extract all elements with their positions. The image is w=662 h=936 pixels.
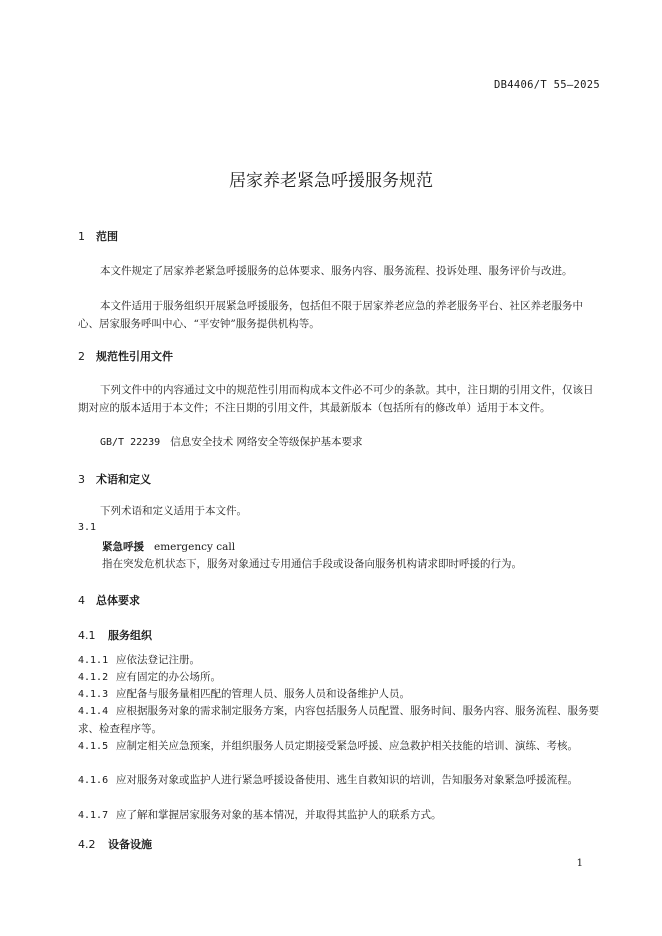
clause-text: 应制定相关应急预案，并组织服务人员定期接受紧急呼援、应急救护相关技能的培训、演练、考核。 (116, 740, 578, 752)
section-1-paragraph-1: 本文件规定了居家养老紧急呼援服务的总体要求、服务内容、服务流程、投诉处理、服务评价与改进。 (100, 265, 573, 277)
term-chinese: 紧急呼援 (102, 541, 144, 553)
section-1-paragraph-2: 本文件适用于服务组织开展紧急呼援服务，包括但不限于居家养老应急的养老服务平台、社区养老服务中心、居家服务呼叫中心、“平安钟”服务提供机构等。 (78, 300, 583, 330)
clause-text: 应了解和掌握居家服务对象的基本情况，并取得其监护人的联系方式。 (116, 809, 442, 821)
reference-code: GB/T 22239 (100, 437, 161, 448)
section-title: 术语和定义 (96, 473, 151, 486)
clause-number: 4.1.2 (78, 672, 109, 683)
section-2-paragraph-1: 下列文件中的内容通过文中的规范性引用而构成本文件必不可少的条款。其中，注日期的引用文件，仅该日期对应的版本适用于本文件；不注日期的引用文件，其最新版本（包括所有的修改单）适用于本文件。 (78, 384, 594, 414)
subsection-number: 4.2 (78, 838, 96, 851)
section-number: 4 (78, 594, 85, 607)
subsection-4-1-heading (78, 627, 152, 643)
clause-number: 4.1.3 (78, 689, 109, 700)
clause-item (78, 686, 600, 704)
section-3-heading (78, 471, 151, 487)
subsection-title: 服务组织 (108, 629, 152, 642)
term-entry (102, 539, 235, 554)
term-english: emergency call (154, 541, 236, 553)
clause-item (78, 772, 600, 790)
page-number: 1 (576, 858, 583, 869)
clause-number: 4.1.5 (78, 741, 109, 752)
clause-text: 应对服务对象或监护人进行紧急呼援设备使用、逃生自救知识的培训，告知服务对象紧急呼援流程。 (116, 774, 578, 786)
clause-text: 应配备与服务量相匹配的管理人员、服务人员和设备维护人员。 (116, 688, 410, 700)
term-definition: 指在突发危机状态下，服务对象通过专用通信手段或设备向服务机构请求即时呼援的行为。 (102, 558, 522, 570)
normative-reference (78, 434, 600, 452)
clause-number: 4.1.4 (78, 706, 109, 717)
subsection-number: 4.1 (78, 629, 96, 642)
clause-number: 4.1.6 (78, 775, 109, 786)
section-number: 3 (78, 473, 85, 486)
subsection-title: 设备设施 (108, 838, 152, 851)
section-2-heading (78, 348, 173, 364)
section-4-heading (78, 592, 140, 608)
clause-text: 应根据服务对象的需求制定服务方案，内容包括服务人员配置、服务时间、服务内容、服务流程、服务要求、检查程序等。 (78, 705, 599, 735)
section-title: 总体要求 (96, 594, 140, 607)
reference-title: 信息安全技术 网络安全等级保护基本要求 (170, 436, 363, 448)
clause-number: 4.1.7 (78, 810, 109, 821)
page-title: 居家养老紧急呼援服务规范 (229, 171, 433, 191)
clause-item (78, 738, 600, 756)
section-number: 2 (78, 350, 85, 363)
section-1-heading (78, 228, 118, 244)
section-number: 1 (78, 230, 85, 243)
clause-item (78, 669, 600, 687)
term-number: 3.1 (78, 522, 97, 533)
clause-number: 4.1.1 (78, 655, 109, 666)
subsection-4-2-heading (78, 836, 152, 852)
clause-text: 应依法登记注册。 (116, 654, 200, 666)
clause-text: 应有固定的办公场所。 (116, 671, 221, 683)
section-3-paragraph-1: 下列术语和定义适用于本文件。 (100, 505, 247, 517)
clause-item (78, 703, 600, 738)
clause-item (78, 652, 600, 670)
clause-item (78, 807, 600, 825)
section-title: 范围 (96, 230, 118, 243)
section-title: 规范性引用文件 (96, 350, 173, 363)
document-number: DB4406/T 55—2025 (494, 79, 600, 91)
